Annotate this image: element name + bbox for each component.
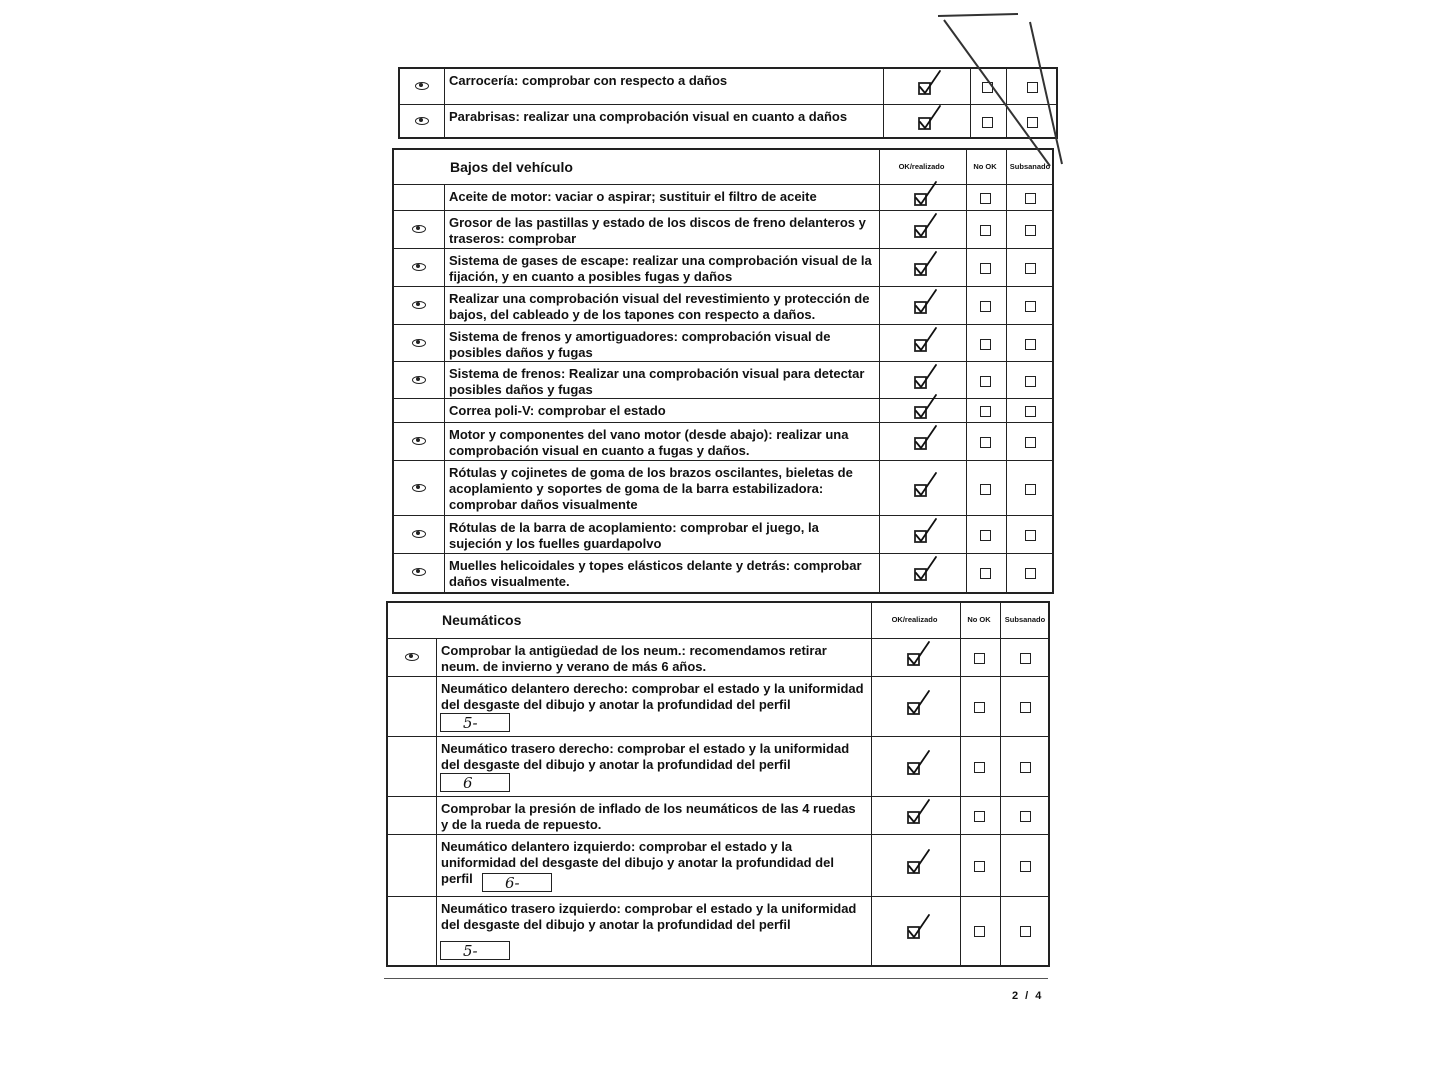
column-divider-2 — [966, 211, 967, 248]
item-description: Neumático delantero derecho: comprobar el estado y la uniformidad del desgaste del dibujo y anotar la profundidad del perfil — [441, 681, 864, 712]
visual-inspection-eye-icon — [412, 376, 426, 384]
section-bajos-del-vehiculo — [392, 148, 1054, 594]
column-divider-3 — [1006, 287, 1007, 324]
column-divider-1 — [871, 797, 872, 834]
column-divider-1 — [871, 835, 872, 896]
column-divider-0 — [444, 399, 445, 422]
visual-inspection-eye-icon — [412, 225, 426, 233]
ok-checkbox-checked[interactable] — [906, 848, 932, 878]
column-header-ok: OK/realizado — [898, 161, 945, 171]
ok-checkbox-checked[interactable] — [913, 212, 939, 242]
no-ok-checkbox[interactable] — [980, 406, 991, 417]
subsanado-checkbox[interactable] — [1020, 762, 1031, 773]
subsanado-checkbox[interactable] — [1025, 530, 1036, 541]
column-divider-3 — [1006, 461, 1007, 515]
column-divider-2 — [960, 835, 961, 896]
subsanado-checkbox[interactable] — [1025, 339, 1036, 350]
column-header-subsanado: Subsanado — [1004, 615, 1046, 624]
ok-checkbox-checked[interactable] — [913, 555, 939, 585]
item-description: Sistema de gases de escape: realizar una comprobación visual de la fijación, y en cuanto a posibles fugas y daños — [449, 253, 872, 284]
item-description: Comprobar la antigüedad de los neum.: recomendamos retirar neum. de invierno y verano de más 6 años. — [441, 643, 827, 674]
visual-inspection-eye-icon — [412, 339, 426, 347]
item-description: Motor y componentes del vano motor (desde abajo): realizar una comprobación visual en cuanto a fugas y daños. — [449, 427, 849, 458]
no-ok-checkbox[interactable] — [974, 926, 985, 937]
column-divider-2 — [966, 185, 967, 210]
subsanado-checkbox[interactable] — [1025, 301, 1036, 312]
footer-rule — [384, 978, 1048, 979]
column-divider-0 — [444, 287, 445, 324]
column-divider-3 — [1006, 211, 1007, 248]
subsanado-checkbox[interactable] — [1020, 653, 1031, 664]
subsanado-checkbox[interactable] — [1025, 406, 1036, 417]
column-divider-0 — [436, 797, 437, 834]
column-header-subsanado: Subsanado — [1009, 161, 1051, 171]
bajos-row — [394, 399, 1052, 423]
visual-inspection-eye-icon — [405, 653, 419, 661]
bajos-row — [394, 461, 1052, 516]
column-divider-0 — [444, 423, 445, 460]
bajos-row — [394, 211, 1052, 249]
subsanado-checkbox[interactable] — [1025, 225, 1036, 236]
bajos-row — [394, 185, 1052, 211]
ok-checkbox-checked[interactable] — [913, 250, 939, 280]
bajos-row — [394, 554, 1052, 592]
no-ok-checkbox[interactable] — [980, 263, 991, 274]
column-divider-0 — [444, 185, 445, 210]
no-ok-checkbox[interactable] — [980, 339, 991, 350]
tread-depth-value: 5- — [463, 942, 478, 960]
column-divider-1 — [879, 423, 880, 460]
column-divider-2 — [966, 287, 967, 324]
column-divider-0 — [436, 677, 437, 736]
column-divider-3 — [1006, 362, 1007, 398]
subsanado-checkbox[interactable] — [1020, 926, 1031, 937]
visual-inspection-eye-icon — [412, 530, 426, 538]
bajos-row — [394, 249, 1052, 287]
subsanado-checkbox[interactable] — [1025, 568, 1036, 579]
item-description: Rótulas y cojinetes de goma de los brazos oscilantes, bieletas de acoplamiento y soportes de goma de la barra estabilizadora: comprobar daños visualmente — [449, 465, 853, 512]
tread-depth-value: 5- — [463, 714, 478, 732]
bajos-row — [394, 325, 1052, 362]
neumaticos-header-row — [388, 603, 1048, 639]
ok-checkbox-checked[interactable] — [913, 424, 939, 454]
column-divider-0 — [444, 105, 445, 139]
column-divider-1 — [879, 325, 880, 361]
bajos-row — [394, 287, 1052, 325]
column-divider-3 — [1000, 797, 1001, 834]
column-divider-3 — [1000, 677, 1001, 736]
no-ok-checkbox[interactable] — [980, 193, 991, 204]
column-divider-0 — [436, 835, 437, 896]
ok-checkbox-checked[interactable] — [913, 471, 939, 501]
column-divider-3 — [1006, 399, 1007, 422]
ok-checkbox-checked[interactable] — [906, 798, 932, 828]
subsanado-checkbox[interactable] — [1020, 811, 1031, 822]
item-description: Muelles helicoidales y topes elásticos delante y detrás: comprobar daños visualmente. — [449, 558, 862, 589]
column-divider-2 — [966, 554, 967, 592]
column-divider-3 — [1000, 835, 1001, 896]
column-divider-3 — [1006, 516, 1007, 553]
section-title: Neumáticos — [442, 612, 522, 628]
column-divider-2 — [966, 362, 967, 398]
no-ok-checkbox[interactable] — [980, 568, 991, 579]
column-divider-0 — [444, 516, 445, 553]
column-divider-1 — [879, 461, 880, 515]
column-header-no-ok: No OK — [973, 161, 997, 171]
item-description: Parabrisas: realizar una comprobación visual en cuanto a daños — [449, 109, 848, 124]
column-divider-1 — [871, 677, 872, 736]
column-divider-1 — [879, 399, 880, 422]
column-divider-0 — [436, 639, 437, 676]
item-description: Neumático trasero izquierdo: comprobar el estado y la uniformidad del desgaste del dibujo y anotar la profundidad del perfil — [441, 901, 857, 932]
column-divider-3 — [1000, 897, 1001, 965]
column-divider-0 — [444, 554, 445, 592]
subsanado-checkbox[interactable] — [1020, 861, 1031, 872]
tread-depth-entry-box[interactable] — [440, 713, 510, 732]
neumaticos-row — [388, 737, 1048, 797]
neumaticos-row — [388, 897, 1048, 965]
column-divider-3 — [1006, 325, 1007, 361]
column-divider-2 — [960, 797, 961, 834]
column-divider-0 — [444, 69, 445, 104]
column-divider-1 — [883, 69, 884, 104]
visual-inspection-eye-icon — [415, 82, 429, 90]
subsanado-checkbox[interactable] — [1025, 484, 1036, 495]
column-divider-2 — [966, 516, 967, 553]
ok-checkbox-checked[interactable] — [913, 393, 939, 423]
tread-depth-value: 6 — [463, 774, 473, 792]
subsanado-checkbox[interactable] — [1025, 263, 1036, 274]
column-divider-2 — [960, 639, 961, 676]
ok-checkbox-checked[interactable] — [913, 326, 939, 356]
column-divider-2 — [960, 897, 961, 965]
item-description: Carrocería: comprobar con respecto a daños — [449, 73, 728, 88]
column-divider-2 — [966, 249, 967, 286]
item-description: Neumático delantero izquierdo: comprobar el estado y la uniformidad del desgaste del dibujo y anotar la profundidad del perfil — [441, 839, 834, 886]
header-divider-0 — [879, 150, 880, 184]
tread-depth-value: 6- — [505, 874, 520, 892]
item-description: Comprobar la presión de inflado de los neumáticos de las 4 ruedas y de la rueda de repuesto. — [441, 801, 856, 832]
item-description: Sistema de frenos y amortiguadores: comprobación visual de posibles daños y fugas — [449, 329, 831, 360]
item-description: Aceite de motor: vaciar o aspirar; sustituir el filtro de aceite — [449, 189, 817, 204]
no-ok-checkbox[interactable] — [980, 225, 991, 236]
no-ok-checkbox[interactable] — [974, 702, 985, 713]
neumaticos-row — [388, 797, 1048, 835]
header-divider-1 — [960, 603, 961, 638]
subsanado-checkbox[interactable] — [1025, 437, 1036, 448]
column-header-ok: OK/realizado — [891, 615, 938, 624]
item-description: Rótulas de la barra de acoplamiento: comprobar el juego, la sujeción y los fuelles guardapolvo — [449, 520, 819, 551]
column-divider-3 — [1006, 249, 1007, 286]
column-divider-0 — [436, 897, 437, 965]
column-divider-1 — [879, 211, 880, 248]
column-divider-2 — [966, 423, 967, 460]
column-divider-0 — [444, 362, 445, 398]
bajos-row — [394, 516, 1052, 554]
column-divider-1 — [879, 249, 880, 286]
no-ok-checkbox[interactable] — [974, 811, 985, 822]
no-ok-checkbox[interactable] — [980, 530, 991, 541]
neumaticos-row — [388, 639, 1048, 677]
column-divider-1 — [879, 362, 880, 398]
ok-checkbox-checked[interactable] — [913, 363, 939, 393]
no-ok-checkbox[interactable] — [974, 653, 985, 664]
column-divider-1 — [871, 737, 872, 796]
no-ok-checkbox[interactable] — [974, 762, 985, 773]
visual-inspection-eye-icon — [412, 484, 426, 492]
tread-depth-entry-box[interactable] — [440, 773, 510, 792]
column-divider-1 — [879, 554, 880, 592]
bajos-row — [394, 362, 1052, 399]
column-divider-3 — [1006, 185, 1007, 210]
ok-checkbox-checked[interactable] — [906, 913, 932, 943]
neumaticos-row — [388, 677, 1048, 737]
no-ok-checkbox[interactable] — [980, 484, 991, 495]
column-header-no-ok: No OK — [967, 615, 991, 624]
column-divider-1 — [871, 897, 872, 965]
item-description: Grosor de las pastillas y estado de los discos de freno delanteros y traseros: comprobar — [449, 215, 866, 246]
column-divider-2 — [966, 399, 967, 422]
column-divider-2 — [960, 677, 961, 736]
item-description: Sistema de frenos: Realizar una comprobación visual para detectar posibles daños y fugas — [449, 366, 865, 397]
folded-corner-edge — [930, 6, 1070, 186]
page-number: 2 / 4 — [1012, 990, 1044, 1002]
item-description: Realizar una comprobación visual del revestimiento y protección de bajos, del cableado y de los tapones con respecto a daños. — [449, 291, 870, 322]
subsanado-checkbox[interactable] — [1025, 193, 1036, 204]
header-divider-0 — [871, 603, 872, 638]
ok-checkbox-checked[interactable] — [906, 749, 932, 779]
header-divider-2 — [1000, 603, 1001, 638]
subsanado-checkbox[interactable] — [1025, 376, 1036, 387]
column-divider-1 — [879, 516, 880, 553]
item-description: Correa poli-V: comprobar el estado — [449, 403, 666, 418]
neumaticos-row — [388, 835, 1048, 897]
column-divider-3 — [1006, 423, 1007, 460]
column-divider-1 — [883, 105, 884, 139]
tread-depth-entry-box[interactable] — [482, 873, 552, 892]
visual-inspection-eye-icon — [412, 568, 426, 576]
column-divider-1 — [879, 185, 880, 210]
ok-checkbox-checked[interactable] — [913, 288, 939, 318]
column-divider-3 — [1000, 639, 1001, 676]
no-ok-checkbox[interactable] — [980, 301, 991, 312]
column-divider-2 — [966, 461, 967, 515]
visual-inspection-eye-icon — [415, 117, 429, 125]
column-divider-0 — [444, 325, 445, 361]
no-ok-checkbox[interactable] — [980, 376, 991, 387]
section-title: Bajos del vehículo — [450, 158, 573, 175]
ok-checkbox-checked[interactable] — [913, 517, 939, 547]
column-divider-0 — [444, 461, 445, 515]
item-description: Neumático trasero derecho: comprobar el estado y la uniformidad del desgaste del dibujo y anotar la profundidad del perfil — [441, 741, 850, 772]
column-divider-0 — [444, 211, 445, 248]
column-divider-3 — [1000, 737, 1001, 796]
ok-checkbox-checked[interactable] — [906, 689, 932, 719]
column-divider-2 — [966, 325, 967, 361]
ok-checkbox-checked[interactable] — [906, 640, 932, 670]
subsanado-checkbox[interactable] — [1020, 702, 1031, 713]
column-divider-2 — [960, 737, 961, 796]
visual-inspection-eye-icon — [412, 437, 426, 445]
section-neumaticos — [386, 601, 1050, 967]
column-divider-1 — [879, 287, 880, 324]
visual-inspection-eye-icon — [412, 301, 426, 309]
no-ok-checkbox[interactable] — [980, 437, 991, 448]
visual-inspection-eye-icon — [412, 263, 426, 271]
bajos-row — [394, 423, 1052, 461]
column-divider-1 — [871, 639, 872, 676]
column-divider-0 — [444, 249, 445, 286]
no-ok-checkbox[interactable] — [974, 861, 985, 872]
column-divider-0 — [436, 737, 437, 796]
tread-depth-entry-box[interactable] — [440, 941, 510, 960]
column-divider-3 — [1006, 554, 1007, 592]
